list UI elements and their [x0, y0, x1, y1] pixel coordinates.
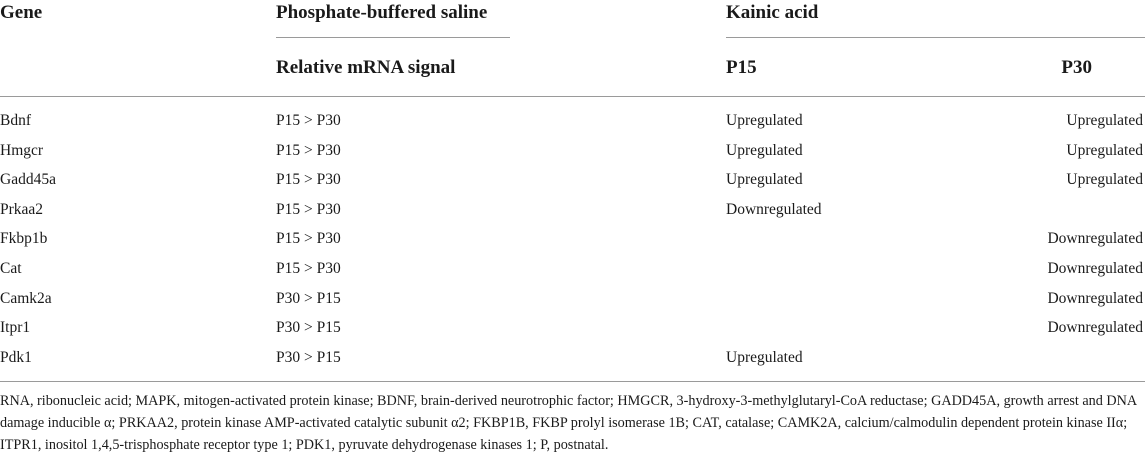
pbs-cell: P30 > P15 [276, 319, 341, 336]
pbs-cell: P15 > P30 [276, 142, 341, 159]
pbs-underline [276, 37, 510, 38]
header-p30: P30 [1061, 57, 1092, 78]
table-footnote: RNA, ribonucleic acid; MAPK, mitogen-activated protein kinase; BDNF, brain-derived neurotrophic factor; HMGCR, 3-hydroxy-3-methylglutaryl-CoA reductase; GADD45A, growth arrest and DNA damage inducible α; PRKAA2, protein kinase AMP-activated catalytic subunit α2; FKBP1B, FKBP prolyl isomerase 1B; CAT, catalase; CAMK2A, calcium/calmodulin dependent protein kinase IIα; ITPR1, inositol 1,4,5-trisphosphate receptor type 1; PDK1, pyruvate dehydrogenase kinases 1; P, postnatal. [0, 393, 1137, 453]
header-kainic-acid: Kainic acid [726, 2, 819, 23]
p30-cell: Downregulated [1047, 319, 1143, 336]
header-relative-mrna: Relative mRNA signal [276, 57, 456, 78]
pbs-cell: P30 > P15 [276, 349, 341, 366]
header-bottom-rule [0, 96, 1145, 97]
p30-cell: Upregulated [1066, 142, 1143, 159]
table-bottom-rule [0, 381, 1145, 382]
gene-cell: Camk2a [0, 290, 52, 307]
gene-cell: Fkbp1b [0, 230, 48, 247]
gene-cell: Hmgcr [0, 142, 44, 159]
pbs-cell: P15 > P30 [276, 201, 341, 218]
header-p15: P15 [726, 57, 757, 78]
header-gene: Gene [0, 2, 43, 23]
p30-cell: Downregulated [1047, 260, 1143, 277]
gene-cell: Gadd45a [0, 171, 56, 188]
p15-cell: Upregulated [726, 171, 803, 188]
gene-cell: Itpr1 [0, 319, 31, 336]
pbs-cell: P15 > P30 [276, 112, 341, 129]
p30-cell: Downregulated [1047, 290, 1143, 307]
gene-cell: Cat [0, 260, 22, 277]
p15-cell: Upregulated [726, 112, 803, 129]
gene-cell: Prkaa2 [0, 201, 44, 218]
pbs-cell: P15 > P30 [276, 230, 341, 247]
gene-cell: Pdk1 [0, 349, 32, 366]
p15-cell: Upregulated [726, 349, 803, 366]
pbs-cell: P15 > P30 [276, 171, 341, 188]
p15-cell: Downregulated [726, 201, 822, 218]
pbs-cell: P15 > P30 [276, 260, 341, 277]
kainic-underline [726, 37, 1145, 38]
pbs-cell: P30 > P15 [276, 290, 341, 307]
gene-cell: Bdnf [0, 112, 31, 129]
p30-cell: Upregulated [1066, 171, 1143, 188]
header-pbs: Phosphate-buffered saline [276, 2, 488, 23]
p30-cell: Upregulated [1066, 112, 1143, 129]
p30-cell: Downregulated [1047, 230, 1143, 247]
p15-cell: Upregulated [726, 142, 803, 159]
